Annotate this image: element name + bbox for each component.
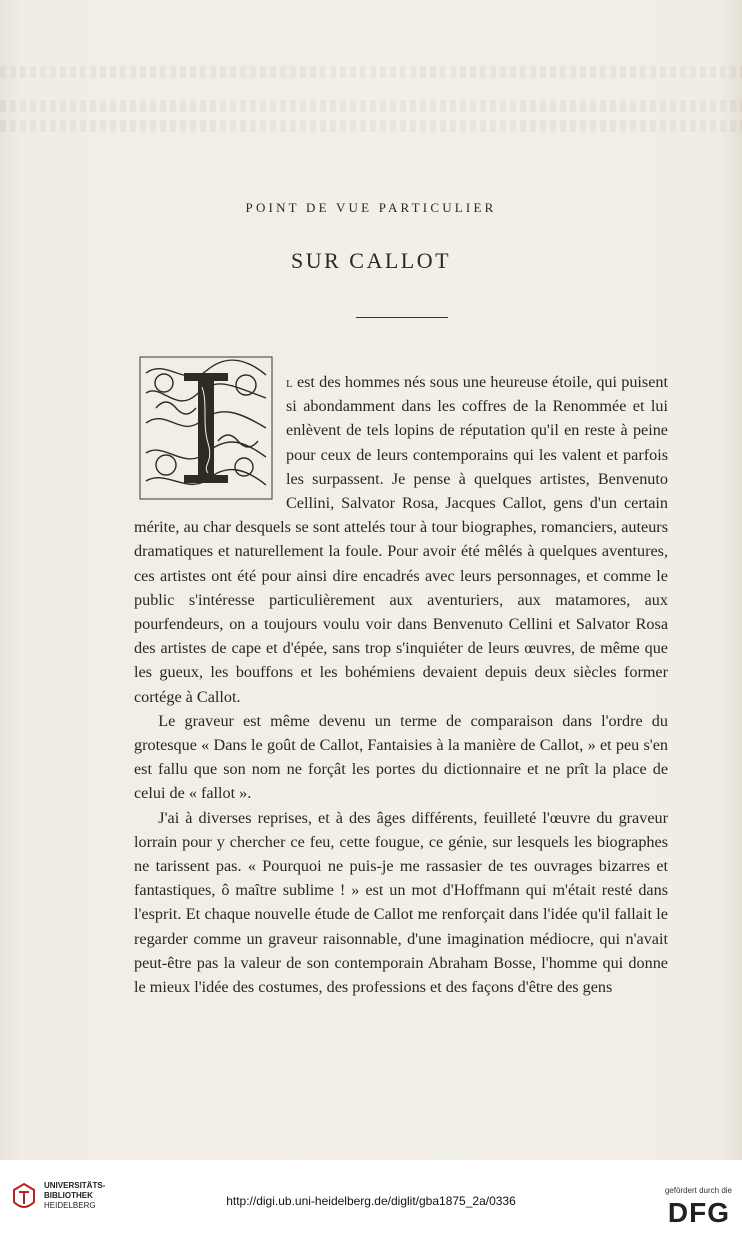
bleed-through-line xyxy=(0,120,742,132)
permalink[interactable]: http://digi.ub.uni-heidelberg.de/diglit/gba1875_2a/0336 xyxy=(226,1194,516,1208)
title-rule xyxy=(356,317,448,318)
paragraph xyxy=(134,370,668,709)
paragraph-text: est des hommes nés sous une heureuse étoile, qui puisent si abondamment dans les coffres de la Renommée et lui enlèvent de tels lopins de réputation qu'il en reste à peine pour ceux de leurs contemporains qui les valent et parfois les surpassent. Je pense à quelques artistes, Benvenuto Cellini, Salvator Rosa, Jacques Callot, gens d'un certain mérite, au char desquels se sont attelés tour à tour biographes, romanciers, auteurs dramatiques et naturellement la foule. Pour avoir été mêlés à quelques aventures, ces artistes ont été pour ainsi dire encadrés avec leurs personnages, et comme le public s'intéresse particulièrement aux aventuriers, aux matamores, aux pourfendeurs, on a toujours voulu voir dans Benvenuto Cellini et Salvator Rosa des artistes de cape et d'épée, sans trop s'inquiéter de leurs œuvres, de même que les gueux, les bouffons et les bohémiens devaient depuis deux siècles former cortége à Callot. xyxy=(134,373,668,706)
bleed-through-line xyxy=(0,100,742,112)
dfg-logo: DFG xyxy=(667,1197,730,1228)
article-supertitle: POINT DE VUE PARTICULIER xyxy=(245,200,497,215)
library-line: BIBLIOTHEK xyxy=(44,1191,93,1200)
bleed-through-line xyxy=(0,66,742,78)
viewer-footer xyxy=(0,1160,742,1234)
library-line: UNIVERSITÄTS- xyxy=(44,1181,106,1190)
paragraph: J'ai à diverses reprises, et à des âges différents, feuilleté l'œuvre du graveur lorrain pour y chercher ce feu, cette fougue, ce génie, sur lesquels les biographes ne tarissent pas. « Pourquoi ne puis-je me rassasier de tes ouvrages bizarres et fantastiques, ô maître sublime ! » est un mot d'Hoffmann qui m'était resté dans l'esprit. Et chaque nouvelle étude de Callot me renforçait dans l'idée qu'il fallait le regarder comme un graveur raisonnable, d'une imagination médiocre, qui n'avait peut-être pas la valeur de son contemporain Abraham Bosse, l'homme qui donne le mieux l'idée des costumes, des professions et des façons d'être des gens xyxy=(134,808,668,997)
dropcap-space xyxy=(134,370,286,510)
funding-note: gefördert durch die xyxy=(664,1186,732,1195)
article-title: SUR CALLOT xyxy=(290,248,452,273)
first-letter-smallcap: l xyxy=(286,373,293,391)
paragraph: Le graveur est même devenu un terme de comparaison dans l'ordre du grotesque « Dans le goût de Callot, Fantaisies à la manière de Callot, » et peu s'en est fallu que son nom ne forçât les portes du dictionnaire et ne prît la place de celui de « fallot ». xyxy=(134,711,668,803)
article-body xyxy=(134,370,668,999)
library-line: HEIDELBERG xyxy=(44,1201,96,1210)
